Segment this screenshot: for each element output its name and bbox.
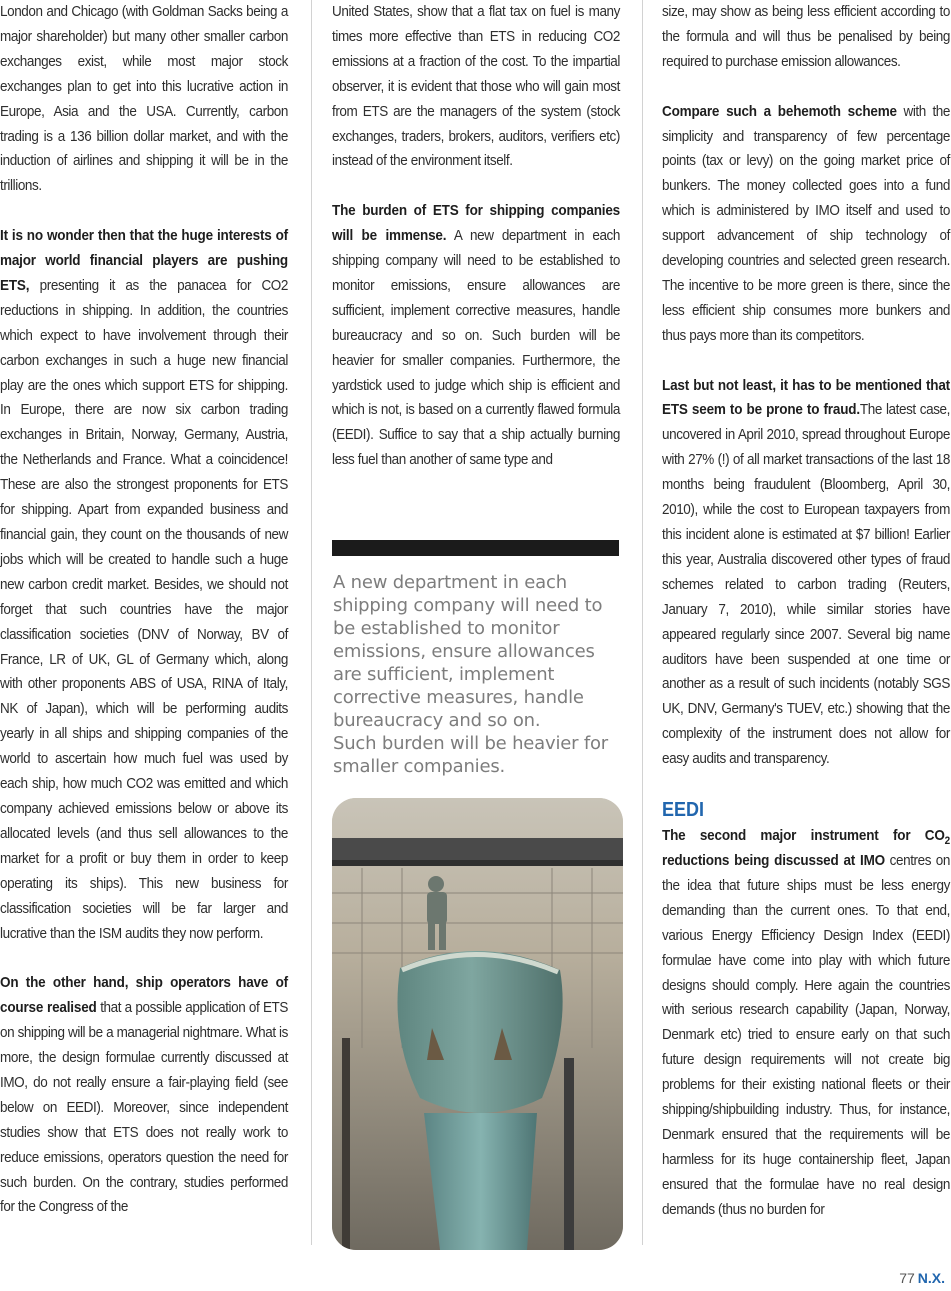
post: [564, 1058, 574, 1250]
pull-quote-bar: [332, 540, 619, 556]
article-column-3: [662, 0, 950, 1223]
column-divider-2: [642, 0, 643, 1245]
paragraph: The second major instrument for $CO_2$ reductions being discussed at IMO centres on the idea that future ships must be less energy demanding than the current ones. To that end, various Energy Efficiency Design Index (EEDI) formulae have come into play with which future designs should comply. Here again the countries with serious research capability (Japan, Norway, Denmark etc) tried to ensure early on that such future design requirements will not create big problems for their existing national fleets or their shipping/shipbuilding industry. Thus, for instance, Denmark ensured that the requirements will be harmless for its huge containership fleet, Japan ensured that the formulae have no real design demands (thus no burden for: [662, 827, 950, 1218]
paragraph: On the other hand, ship operators have of course realised that a possible application of ETS on shipping will be a managerial nightmare. What is more, the design formulae currently discussed at IMO, do not really ensure a fair-playing field (see below on EEDI). Moreover, since independent studies show that ETS does not really work to reduce emissions, operators question the need for such burden. On the contrary, studies performed for the Congress of the: [0, 974, 289, 1216]
statue-pedestal: [424, 1113, 537, 1250]
lead-in: The burden of ETS for shipping companies will be immense.: [332, 202, 620, 245]
paragraph: Last but not least, it has to be mentioned that ETS seem to be prone to fraud.The latest case, uncovered in April 2010, spread throughout Europe with 27% (!) of all market transactions of the last 18 months being fraudulent (Bloomberg, April 30, 2010), while the cost to European taxpayers from this incident alone is estimated at $7 billion! Earlier this year, Australia discovered other types of fraud schemes related to carbon trading (Reuters, January 7, 2010), while similar stories have appeared regularly since 2007. Several big name auditors have been suspended at one time or another as a result of such incidents (notably SGS UK, DNV, Germany's TUEV, etc.) showing that the complexity of the instrument does not allow for easy audits and transparency.: [662, 376, 950, 768]
ship-bow-sculpture-photo: [332, 798, 623, 1250]
lead-in: On the other hand, ship operators have of course realised: [0, 974, 288, 1017]
paragraph: size, may show as being less efficient according to the formula and will thus be penalised by being required to purchase emission allowances.: [662, 3, 950, 70]
paragraph: London and Chicago (with Goldman Sacks being a major shareholder) but many other smaller carbon exchanges exist, while most major stock exchanges plan to get into this lucrative action in Europe, Asia and the USA. Currently, carbon trading is a 136 billion dollar market, and with the induction of airlines and shipping it will be in the trillions.: [0, 3, 288, 195]
paragraph: United States, show that a flat tax on fuel is many times more effective than ETS in reducing CO2 emissions at a fraction of the cost. To the impartial observer, it is evident that those who will gain most from ETS are the managers of the system (stock exchanges, traders, brokers, auditors, verifiers etc) instead of the environment itself.: [332, 3, 620, 170]
paragraph: Compare such a behemoth scheme with the simplicity and transparency of few percentage points (tax or levy) on the going market price of bunkers. The money collected goes into a fund which is administered by IMO itself and used to support advancement of ship technology of developing countries and selected green research. The incentive to be more green is there, since the less efficient ship consumes more bunkers and thus pays more than its competitors.: [662, 102, 950, 344]
lead-in: The second major instrument for $CO_2$ reductions being discussed at IMO: [662, 827, 950, 869]
post: [342, 1038, 350, 1250]
column-divider-1: [311, 0, 312, 1245]
paragraph: The burden of ETS for shipping companies will be immense. A new department in each shipping company will need to be established to monitor emissions, ensure allowances are sufficient, implement corrective measures, handle bureaucracy and so on. Such burden will be heavier for smaller companies. Furthermore, the yardstick used to judge which ship is efficient and which is not, is based on a currently flawed formula (EEDI). Suffice to say that a ship actually burning less fuel than another of same type and: [332, 202, 620, 469]
paragraph: It is no wonder then that the huge interests of major world financial players are pushing ETS, presenting it as the panacea for CO2 reductions in shipping. In addition, the countries which expect to have involvement through their carbon exchanges in such a huge new financial play are the ones which support ETS for shipping. In Europe, there are now six carbon trading exchanges in Britain, Norway, Germany, Austria, the Netherlands and France. What a coincidence! These are also the strongest proponents for ETS for shipping. Apart from expanded business and financial gain, they count on the thousands of new jobs which will be created to handle such a huge new carbon credit market. Besides, we should not forget that such countries have the major classification societies (DNV of Norway, BV of France, LR of UK, GL of Germany which, along with other proponents ABS of USA, RINA of Italy, NK of Japan), which will be performing audits yearly in all ships and shipping companies of the world to ascertain how much fuel was used by each ship, how much CO2 was emitted and which company achieved emissions below or above its allocated levels (and thus sell allowances to the market for a profit or buy them in order to keep operating its ships). This new business for classification societies will be far larger and lucrative than the ISM audits they now perform.: [0, 227, 289, 942]
pull-quote-text: A new department in each shipping company will need to be established to monitor emissions, ensure allowances are sufficient, implement corrective measures, handle bureaucracy and so on.: [333, 572, 603, 731]
building-canopy: [332, 838, 623, 860]
page-number: 77: [899, 1270, 915, 1286]
ship-bow: [398, 951, 563, 1113]
pull-quote: [333, 571, 623, 778]
article-column-1: [0, 0, 288, 1220]
pull-quote-text: Such burden will be heavier for smaller companies.: [333, 733, 608, 777]
lead-in: Last but not least, it has to be mentioned that ETS seem to be prone to fraud.: [662, 376, 950, 419]
magazine-logo: N.X.: [917, 1270, 945, 1286]
article-column-2: [332, 0, 620, 473]
lead-in: It is no wonder then that the huge interests of major world financial players are pushing ETS,: [0, 227, 288, 294]
lead-in: Compare such a behemoth scheme: [662, 102, 897, 120]
page-footer: [899, 1270, 945, 1286]
section-heading: EEDI: [662, 799, 705, 822]
